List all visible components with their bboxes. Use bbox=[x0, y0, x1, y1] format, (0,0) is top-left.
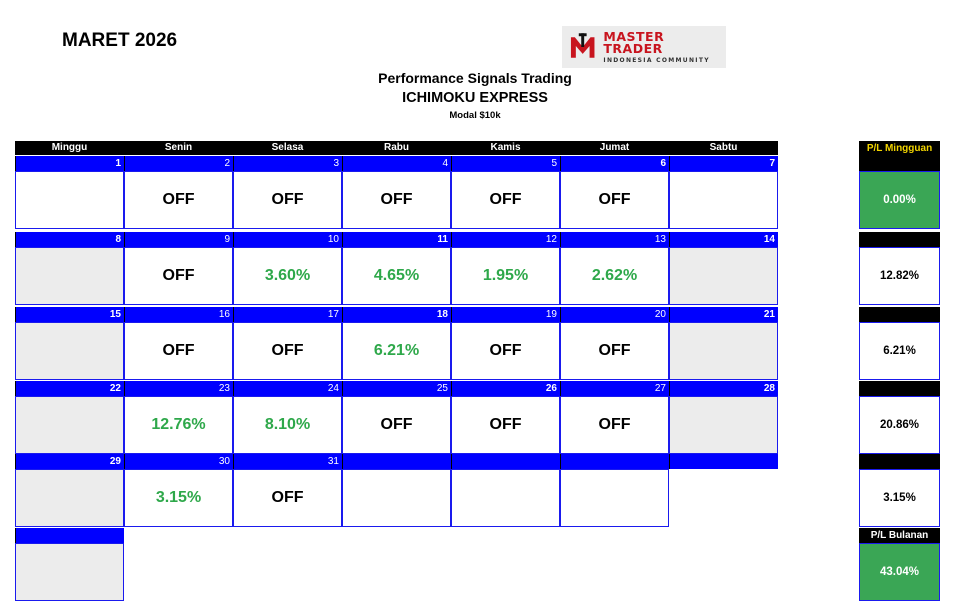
day-cell: OFF bbox=[560, 322, 669, 380]
master-trader-logo-icon bbox=[568, 32, 597, 62]
date-bar: 15 bbox=[15, 307, 124, 322]
day-header-selasa: Selasa bbox=[233, 141, 342, 155]
day-cell bbox=[669, 247, 778, 305]
day-cell: 6.21% bbox=[342, 322, 451, 380]
day-cell bbox=[15, 247, 124, 305]
logo-sub-text: INDONESIA COMMUNITY bbox=[603, 56, 710, 64]
date-bar: 20 bbox=[560, 307, 669, 322]
day-cell bbox=[15, 322, 124, 380]
day-header-rabu: Rabu bbox=[342, 141, 451, 155]
day-cell bbox=[560, 469, 669, 527]
day-cell bbox=[15, 396, 124, 454]
pl-weekly-separator bbox=[859, 232, 940, 247]
date-bar: 12 bbox=[451, 232, 560, 247]
capital-subtitle: Modal $10k bbox=[449, 110, 501, 121]
day-cell: OFF bbox=[451, 322, 560, 380]
pl-weekly-separator bbox=[859, 307, 940, 322]
pl-weekly-separator bbox=[859, 454, 940, 469]
date-bar: 13 bbox=[560, 232, 669, 247]
day-header-jumat: Jumat bbox=[560, 141, 669, 155]
day-cell: 4.65% bbox=[342, 247, 451, 305]
day-header-sabtu: Sabtu bbox=[669, 141, 778, 155]
date-bar: 23 bbox=[124, 381, 233, 396]
day-header-kamis: Kamis bbox=[451, 141, 560, 155]
pl-weekly-value: 6.21% bbox=[859, 322, 940, 380]
date-bar: 3 bbox=[233, 156, 342, 171]
date-bar: 24 bbox=[233, 381, 342, 396]
pl-weekly-separator bbox=[859, 381, 940, 396]
month-title: MARET 2026 bbox=[62, 30, 178, 51]
date-bar: 30 bbox=[124, 454, 233, 469]
pl-monthly-value: 43.04% bbox=[859, 543, 940, 601]
day-cell bbox=[342, 469, 451, 527]
date-bar: 28 bbox=[669, 381, 778, 396]
day-cell: 1.95% bbox=[451, 247, 560, 305]
day-cell: 12.76% bbox=[124, 396, 233, 454]
date-bar: 2 bbox=[124, 156, 233, 171]
strategy-title: ICHIMOKU EXPRESS bbox=[402, 90, 548, 106]
day-cell: OFF bbox=[451, 171, 560, 229]
date-bar: 26 bbox=[451, 381, 560, 396]
date-bar: 5 bbox=[451, 156, 560, 171]
date-bar: 4 bbox=[342, 156, 451, 171]
date-bar bbox=[342, 454, 451, 469]
date-bar: 6 bbox=[560, 156, 669, 171]
date-bar: 19 bbox=[451, 307, 560, 322]
date-bar: 7 bbox=[669, 156, 778, 171]
date-bar: 17 bbox=[233, 307, 342, 322]
pl-weekly-value: 20.86% bbox=[859, 396, 940, 454]
day-cell bbox=[15, 171, 124, 229]
date-bar: 10 bbox=[233, 232, 342, 247]
day-cell: OFF bbox=[233, 322, 342, 380]
date-bar: 14 bbox=[669, 232, 778, 247]
logo-main-text: MASTER TRADER bbox=[603, 28, 665, 56]
date-bar: 1 bbox=[15, 156, 124, 171]
pl-weekly-header: P/L Mingguan bbox=[859, 141, 940, 156]
extra-day-cell bbox=[15, 543, 124, 601]
date-bar bbox=[560, 454, 669, 469]
pl-weekly-value: 0.00% bbox=[859, 171, 940, 229]
pl-monthly-header: P/L Bulanan bbox=[859, 528, 940, 543]
date-bar: 25 bbox=[342, 381, 451, 396]
day-cell: OFF bbox=[451, 396, 560, 454]
date-bar: 27 bbox=[560, 381, 669, 396]
day-cell bbox=[669, 396, 778, 454]
day-cell: OFF bbox=[342, 171, 451, 229]
pl-weekly-value: 12.82% bbox=[859, 247, 940, 305]
date-bar: 29 bbox=[15, 454, 124, 469]
date-bar: 18 bbox=[342, 307, 451, 322]
date-bar: 16 bbox=[124, 307, 233, 322]
master-trader-logo bbox=[562, 26, 726, 68]
day-cell: OFF bbox=[124, 247, 233, 305]
date-bar: 22 bbox=[15, 381, 124, 396]
day-cell: OFF bbox=[560, 396, 669, 454]
date-bar: 31 bbox=[233, 454, 342, 469]
page-title: Performance Signals Trading bbox=[378, 70, 572, 86]
day-cell: OFF bbox=[560, 171, 669, 229]
day-cell: OFF bbox=[233, 171, 342, 229]
pl-weekly-separator bbox=[859, 156, 940, 171]
day-cell: OFF bbox=[124, 171, 233, 229]
pl-weekly-value: 3.15% bbox=[859, 469, 940, 527]
day-cell bbox=[451, 469, 560, 527]
day-cell: 2.62% bbox=[560, 247, 669, 305]
date-bar bbox=[669, 454, 778, 469]
day-cell: 3.15% bbox=[124, 469, 233, 527]
day-cell: 8.10% bbox=[233, 396, 342, 454]
day-cell bbox=[669, 322, 778, 380]
extra-date-bar bbox=[15, 528, 124, 543]
day-header-senin: Senin bbox=[124, 141, 233, 155]
date-bar: 11 bbox=[342, 232, 451, 247]
day-cell bbox=[15, 469, 124, 527]
date-bar bbox=[451, 454, 560, 469]
day-cell bbox=[669, 171, 778, 229]
day-cell: OFF bbox=[233, 469, 342, 527]
day-cell: OFF bbox=[342, 396, 451, 454]
day-cell: OFF bbox=[124, 322, 233, 380]
date-bar: 8 bbox=[15, 232, 124, 247]
day-cell: 3.60% bbox=[233, 247, 342, 305]
day-header-minggu: Minggu bbox=[15, 141, 124, 155]
date-bar: 9 bbox=[124, 232, 233, 247]
date-bar: 21 bbox=[669, 307, 778, 322]
